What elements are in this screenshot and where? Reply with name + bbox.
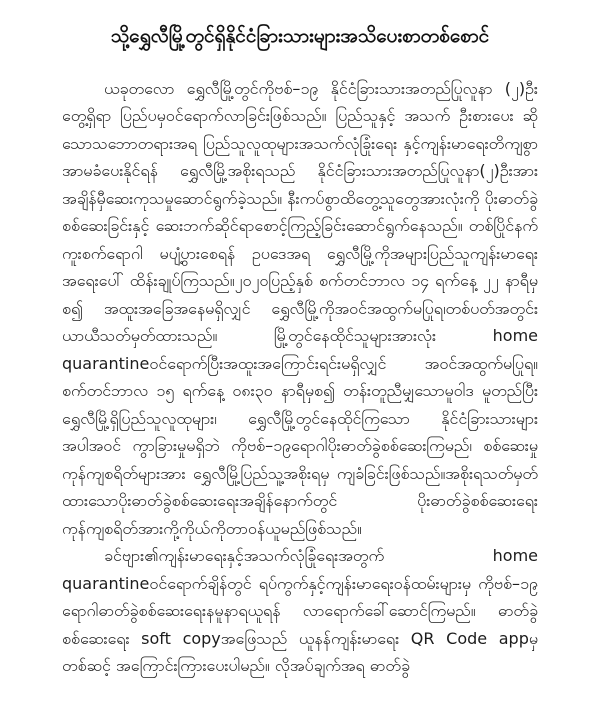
document-title: သို့ရွှေလီမြို့တွင်ရှိနိုင်ငံခြားသားများအသိပေးစာတစ်စောင် bbox=[110, 25, 490, 47]
document-body bbox=[62, 75, 538, 680]
paragraph-2: ခင်ဗျား၏ကျန်းမာရေးနှင့်အသက်လုံခြုံရေးအတွက် home quarantineဝင်ရောက်ချိန်တွင် ရပ်ကွက်နှင့်ကျန်းမာရေးဝန်ထမ်းများမှ ကိုဗစ်–၁၉ ရောဂါဓာတ်ခွဲစစ်ဆေးရေးနမူနာရယူရန် လာရောက်ခေါ်ဆောင်ကြမည်။ ဓာတ်ခွဲစစ်ဆေးရေး soft copyအဖြေသည် ယူနန်ကျန်းမာရေး QR Code appမှတစ်ဆင့် အကြောင်းကြားပေးပါမည်။ လိုအပ်ချက်အရ ဓာတ်ခွဲ bbox=[62, 546, 538, 676]
paragraph-1: ယခုတလော ရွှေလီမြို့တွင်ကိုဗစ်–၁၉ နိုင်ငံခြားသားအတည်ပြုလူနာ (၂)ဦးတွေ့ရှိရာ ပြည်ပမှဝင်ရောက်လာခြင်းဖြစ်သည်။ ပြည်သူနှင့် အသက် ဦးစားပေး ဆိုသောသဘောတရားအရ ပြည်သူလူထုများအသက်လုံခြုံးရေး နှင့်ကျန်းမာရေးတိကျစွာအာမခံပေးနိုင်ရန် ရွှေလီမြို့အစိုးရသည် နိုင်ငံခြားသားအတည်ပြုလူနာ(၂)ဦးအား အချိန်မှီဆေးကုသမှုဆောင်ရွက်ခဲ့သည်။ နီးကပ်စွာထိတွေ့သူတွေအားလုံးကို ပိုးဓာတ်ခွဲစစ်ဆေးခြင်းနှင့် ဆေးဘက်ဆိုင်ရာစောင့်ကြည့်ခြင်းဆောင်ရွက်နေသည်။ တစ်ပြိုင်နက် ကူးစက်ရောဂါ မပျံ့ပွားစေရန် ဥပဒေအရ ရွှေလီမြို့ကိုအများပြည်သူကျန်းမာရေးအရေးပေါ် ထိန်းချုပ်ကြသည်။၂၀၂၀ပြည့်နှစ် စက်တင်ဘာလ ၁၄ ရက်နေ့ ၂၂ နာရီမှစ၍ အထူးအခြေအနေမရှိလျှင် ရွှေလီမြို့ကိုအဝင်အထွက်မပြုရ၊တစ်ပတ်အတွင်း ယာယီသတ်မှတ်ထားသည်။ မြို့တွင်နေထိုင်သူများအားလုံး home quarantineဝင်ရောက်ပြီးအထူးအကြောင်းရင်းမရှိလျှင် အဝင်အထွက်မပြုရ။ စက်တင်ဘာလ ၁၅ ရက်နေ့ ၀၈း၃၀ နာရီမှစ၍ တန်းတူညီမျှသောမူဝါဒ မူတည်ပြီး ရွှေလီမြို့ရှိပြည်သူလူထုများ၊ ရွှေလီမြို့တွင်နေထိုင်ကြသော နိုင်ငံခြားသားများအပါအဝင် ကွာခြားမှုမရှိဘဲ ကိုဗစ်–၁၉ရောဂါပိုးဓာတ်ခွဲစစ်ဆေးကြမည်၊ စစ်ဆေးမှုကုန်ကျစရိတ်များအား ရွှေလီမြို့ပြည်သူ့အစိုးရမှ ကျခံခြင်းဖြစ်သည်။အစိုးရသတ်မှတ်ထားသောပိုးဓာတ်ခွဲစစ်ဆေးရေးအချိန်နောက်တွင် ပိုးဓာတ်ခွဲစစ်ဆေးရေးကုန်ကျစရိတ်အားကို့ကိုယ်ကိုတာဝန်ယူမည်ဖြစ်သည်။ bbox=[62, 78, 538, 538]
